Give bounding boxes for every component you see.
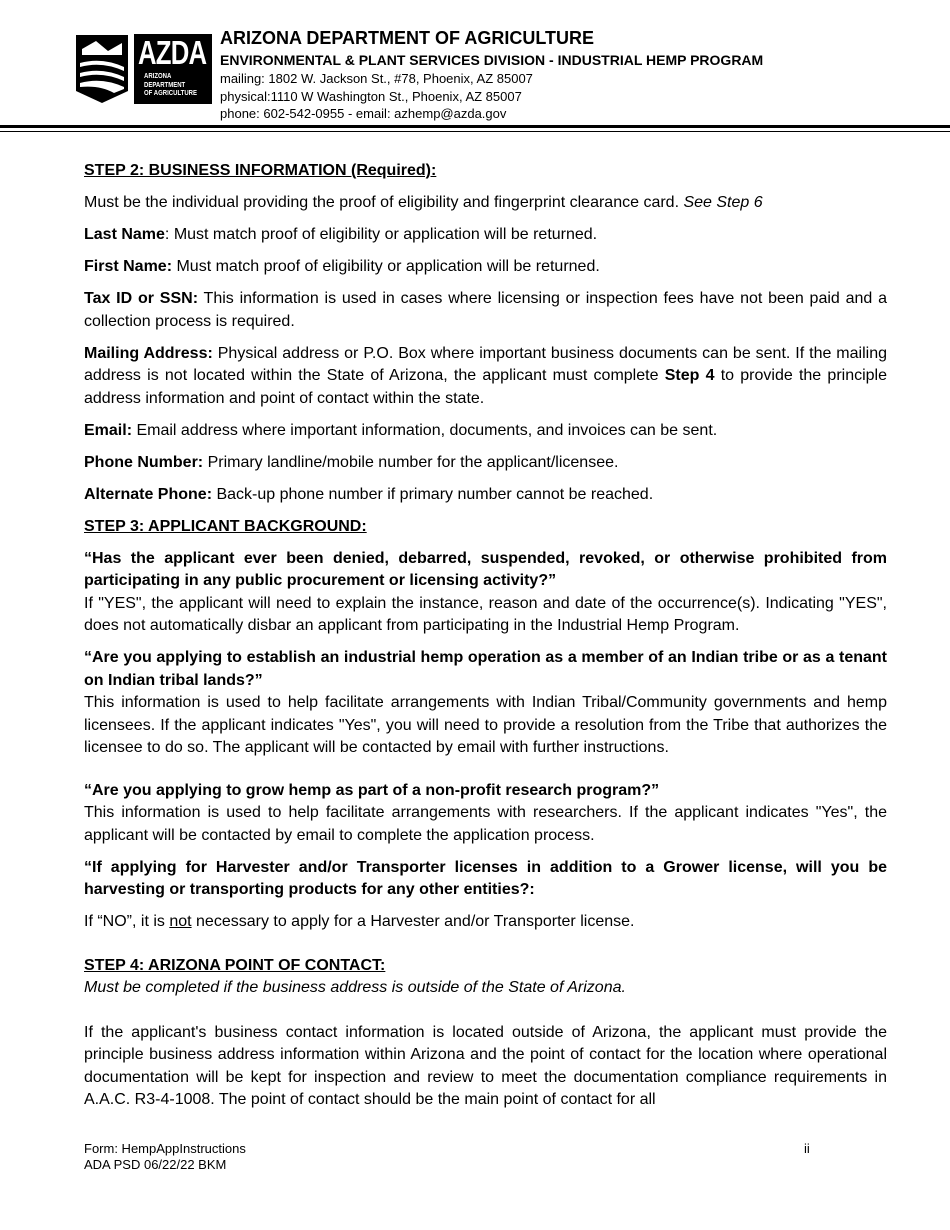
question-3: “Are you applying to grow hemp as part of a non-profit research program?” [84,781,660,799]
header-rule-thick [0,125,950,128]
step4-note: Must be completed if the business address is outside of the State of Arizona. [84,979,626,996]
tax-id-item: Tax ID or SSN: This information is used in cases where licensing or inspection fees have not been paid and a collection process is required. [84,290,887,330]
division-title: ENVIRONMENTAL & PLANT SERVICES DIVISION - INDUSTRIAL HEMP PROGRAM [220,52,764,68]
header-rule-thin [0,131,950,132]
question-4: “If applying for Harvester and/or Transporter licenses in addition to a Grower license, will you be harvesting or transporting products for any other entities?: [84,858,887,898]
mailing-address: mailing: 1802 W. Jackson St., #78, Phoenix, AZ 85007 [220,71,533,86]
answer-4: If “NO”, it is not necessary to apply for a Harvester and/or Transporter license. [84,913,635,930]
footer-form-info [84,1141,246,1173]
footer-form-name: Form: HempAppInstructions [84,1141,246,1156]
step2-intro: Must be the individual providing the proof of eligibility and fingerprint clearance card. See Step 6 [84,194,763,211]
step2-heading: STEP 2: BUSINESS INFORMATION (Required): [84,162,437,179]
email-item: Email: Email address where important information, documents, and invoices can be sent. [84,421,718,439]
arizona-field-emblem-icon [74,33,130,105]
instructions-body [84,160,887,1121]
answer-3: This information is used to help facilitate arrangements with researchers. If the applicant indicates "Yes", the applicant will be contacted by email to complete the application process. [84,804,887,844]
logo-subtitle: ARIZONA DEPARTMENT OF AGRICULTURE [144,71,197,97]
department-title: ARIZONA DEPARTMENT OF AGRICULTURE [220,28,594,48]
logo-azda-text: AZDA [138,34,207,71]
alternate-phone-item: Alternate Phone: Back-up phone number if primary number cannot be reached. [84,485,654,503]
step3-heading: STEP 3: APPLICANT BACKGROUND: [84,517,367,535]
first-name-item: First Name: Must match proof of eligibility or application will be returned. [84,258,600,275]
last-name-item: Last Name: Must match proof of eligibility or application will be returned. [84,226,598,243]
contact-line: phone: 602-542-0955 - email: azhemp@azda.gov [220,106,507,121]
answer-2: This information is used to help facilitate arrangements with Indian Tribal/Community governments and hemp licensees. If the applicant indicates "Yes", you will need to provide a resolution from the Tribe that authorizes the licensee to do so. The applicant will be contacted by email with further instructions. [84,694,887,756]
answer-1: If "YES", the applicant will need to explain the instance, reason and date of the occurrence(s). Indicating "YES", does not automatically disbar an applicant from participating in the Industrial Hemp Program. [84,594,887,634]
azda-logo [74,33,212,105]
letterhead [0,0,950,140]
step4-heading: STEP 4: ARIZONA POINT OF CONTACT: [84,956,386,974]
step4-body: If the applicant's business contact information is located outside of Arizona, the applicant must provide the principle business address information within Arizona and the point of contact for the location where operational documentation will be kept for inspection and review to meet the documentation compliance requirements in A.A.C. R3-4-1008. The point of contact should be the main point of contact for all [84,1023,887,1108]
logo-wordmark [134,34,212,104]
page-number: ii [804,1141,810,1156]
footer-revision: ADA PSD 06/22/22 BKM [84,1157,227,1172]
mailing-address-item: Mailing Address: Physical address or P.O. Box where important business documents can be sent. If the mailing address is not located within the State of Arizona, the applicant must complete Step 4 to provide the principle address information and point of contact within the state. [84,344,888,407]
question-1: “Has the applicant ever been denied, debarred, suspended, revoked, or otherwise prohibited from participating in any public procurement or licensing activity?” [84,549,887,589]
physical-address: physical:1110 W Washington St., Phoenix, AZ 85007 [220,89,522,104]
question-2: “Are you applying to establish an industrial hemp operation as a member of an Indian tribe or as a tenant on Indian tribal lands?” [84,649,887,689]
phone-item: Phone Number: Primary landline/mobile number for the applicant/licensee. [84,453,619,471]
